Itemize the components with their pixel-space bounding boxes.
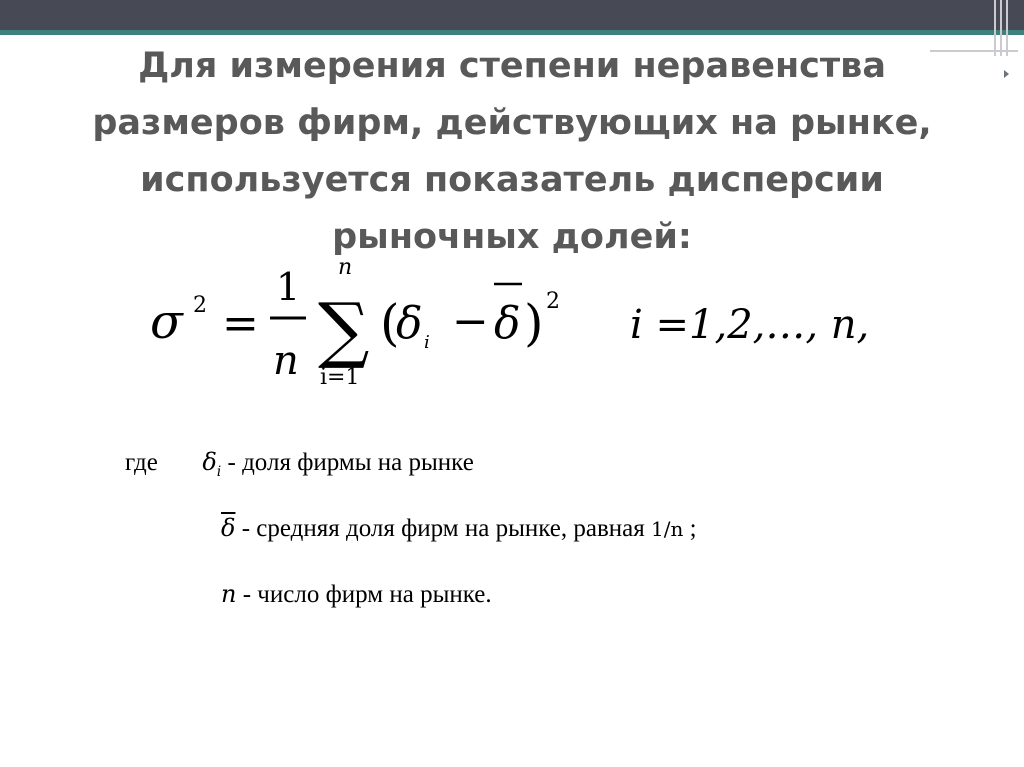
where-label: где [125, 449, 158, 476]
formula-sigma: σ [150, 294, 183, 350]
definition-delta-mean [221, 514, 697, 543]
delta-mean-end: ; [689, 515, 697, 542]
formula-sum-upper: n [338, 255, 353, 280]
n-symbol: n [221, 580, 237, 608]
formula-paren-open: ( [380, 294, 400, 352]
n-description: - число фирм на рынке. [242, 581, 492, 608]
formula-fraction-denominator: n [273, 338, 299, 384]
delta-mean-description: - средняя доля фирм на рынке, равная [241, 515, 645, 542]
delta-i-subscript: i [216, 464, 222, 480]
formula-paren-close: ) [524, 294, 544, 352]
delta-i-symbol: δ [202, 448, 217, 476]
formula-index-range: i =1,2,…, n, [630, 302, 870, 348]
formula-equals: = [222, 298, 259, 349]
formula-exponent: 2 [546, 289, 560, 314]
formula-delta-mean: δ [494, 298, 521, 349]
formula-sum-lower: i=1 [320, 365, 360, 390]
formula-sum-symbol: ∑ [318, 287, 370, 371]
slide-title: Для измерения степени неравенства размеров фирм, действующих на рынке, используется показатель дисперсии рыночных долей: [92, 46, 932, 257]
delta-mean-symbol: $\overline{\delta}$ [221, 514, 236, 542]
formula-delta-i-subscript: i [424, 332, 430, 353]
one-over-n: 1/n [651, 517, 684, 541]
formula-minus: − [452, 296, 489, 347]
definition-n [221, 580, 492, 609]
delta-i-description: - доля фирмы на рынке [227, 449, 474, 476]
formula-fraction-numerator: 1 [276, 265, 301, 309]
formula-delta-i: δ [396, 298, 423, 349]
definition-delta-i [125, 448, 474, 480]
formula-sigma-exponent: 2 [193, 293, 207, 318]
